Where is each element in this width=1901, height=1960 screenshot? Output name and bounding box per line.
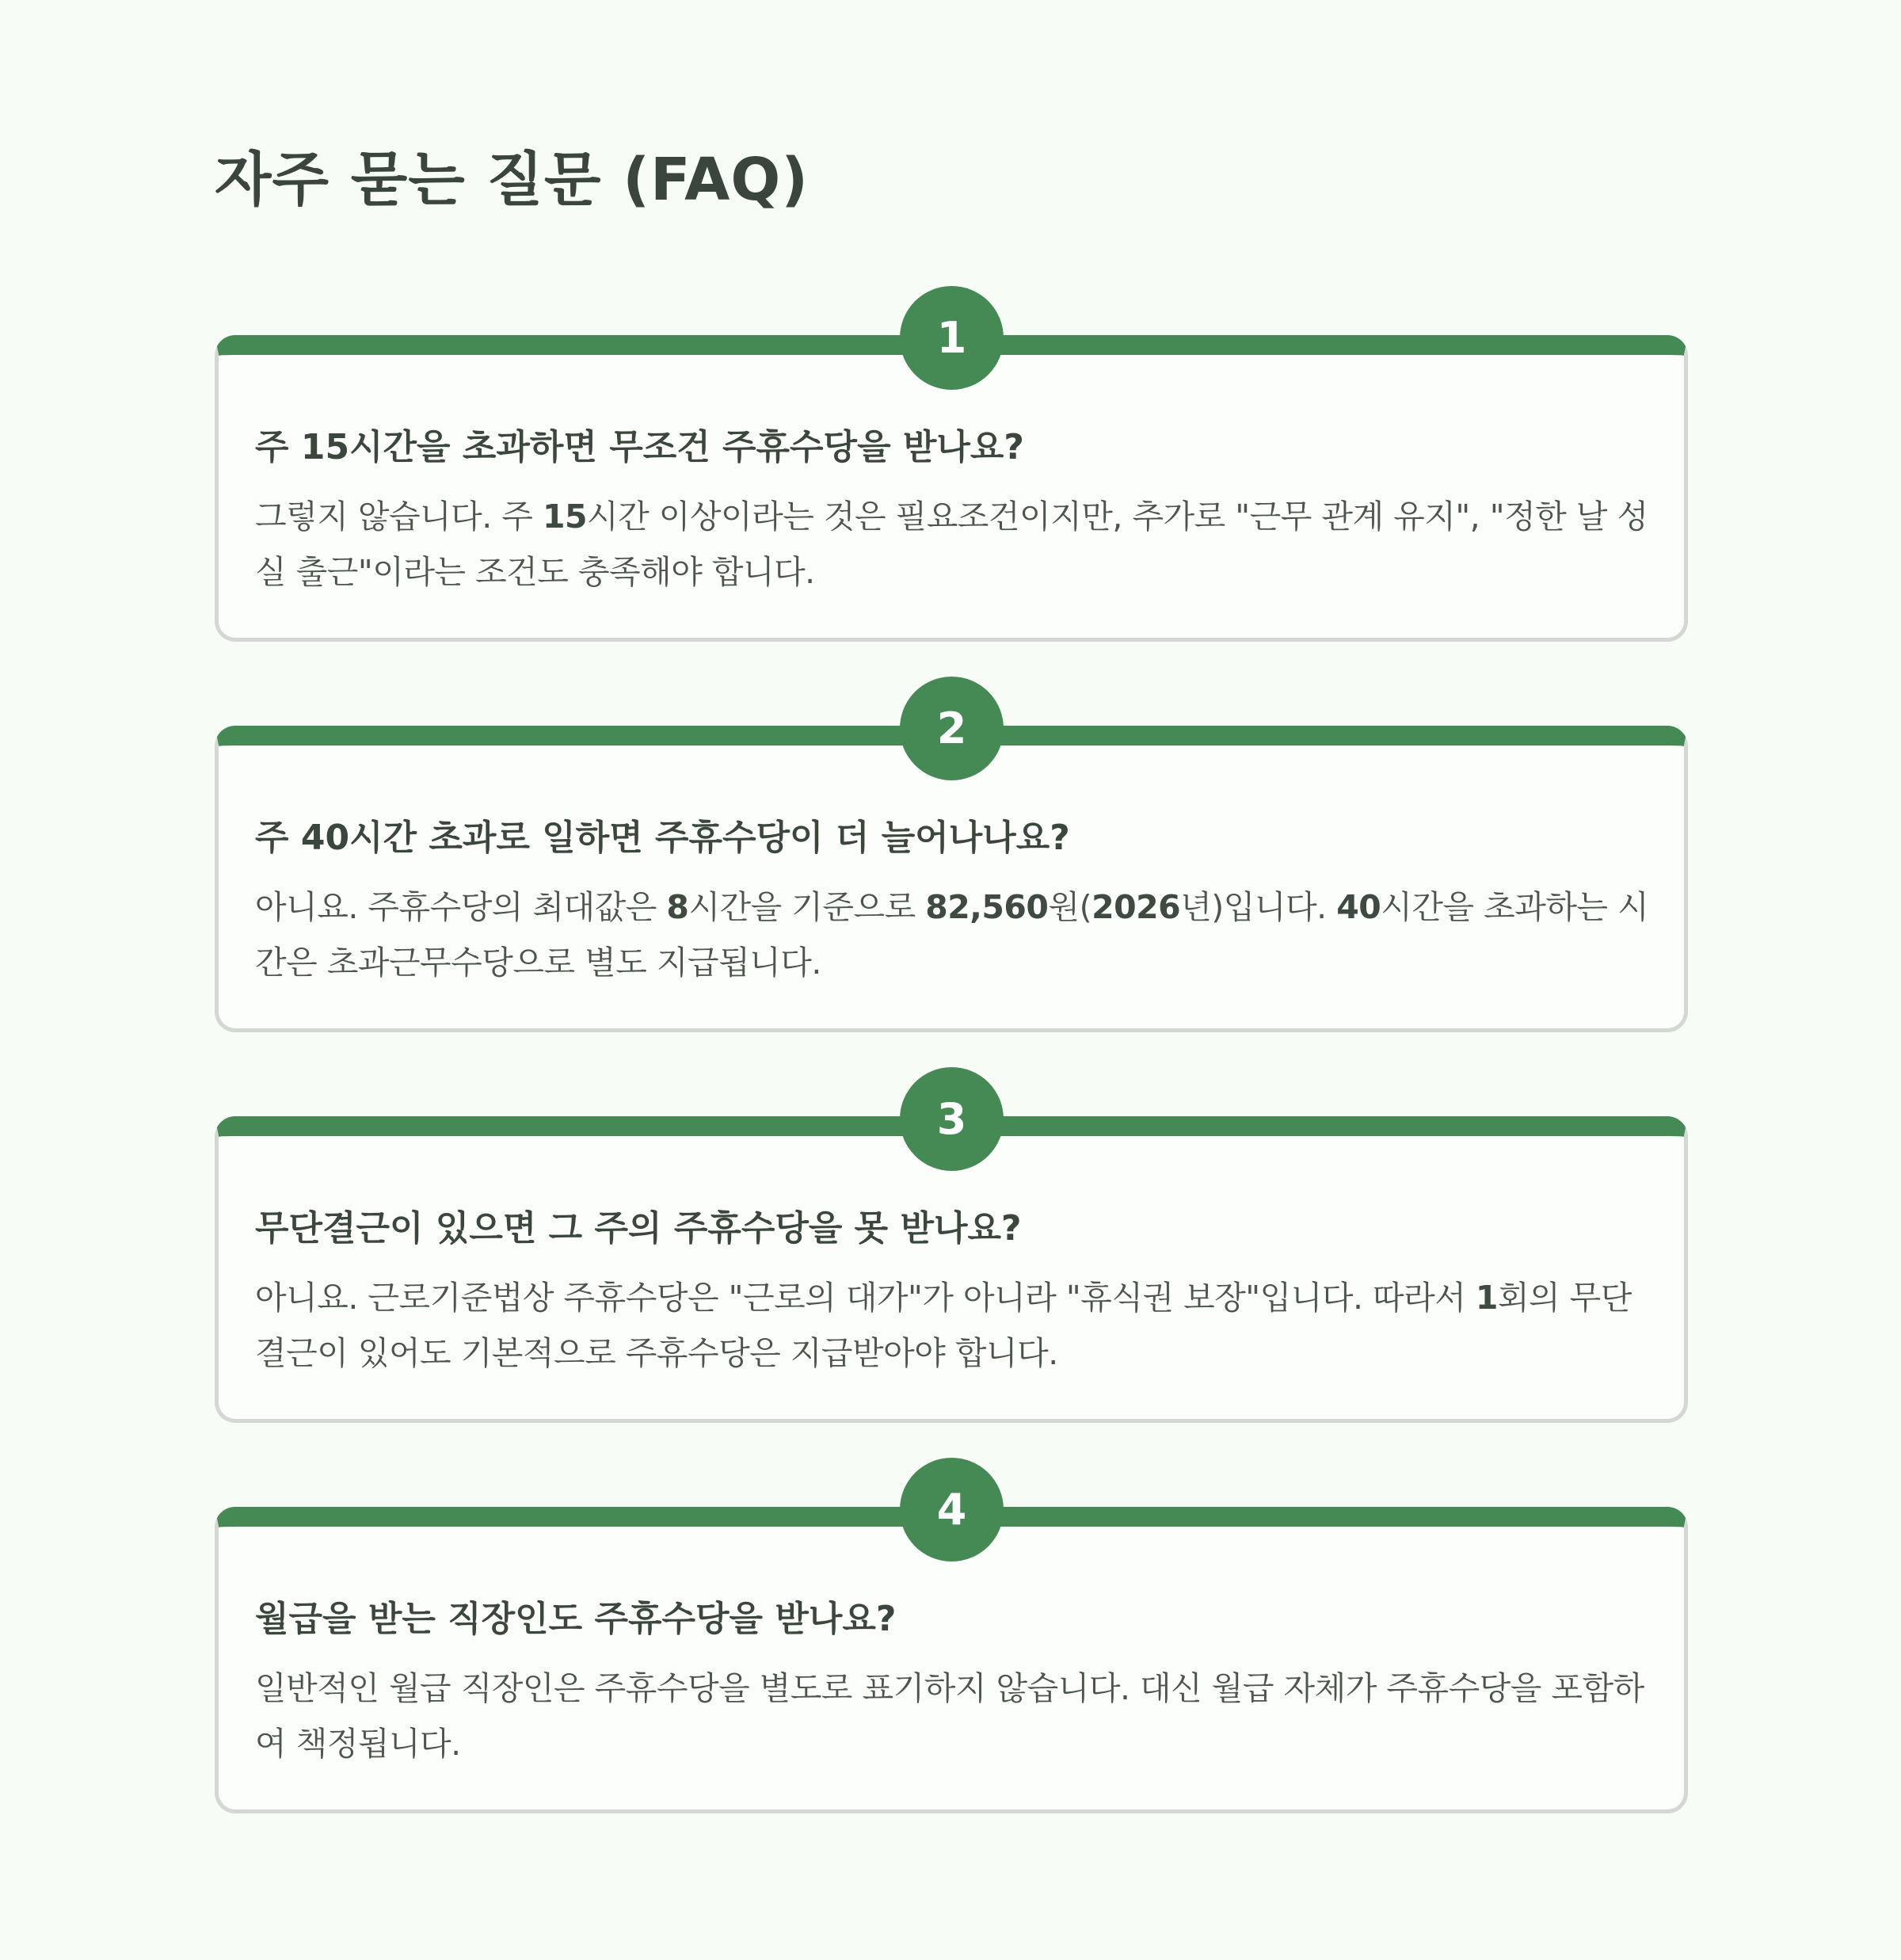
faq-answer <box>255 1270 1649 1381</box>
faq-question: 월급을 받는 직장인도 주휴수당을 받나요? <box>255 1599 897 1639</box>
answer-emphasis: 40 <box>1336 888 1381 926</box>
answer-text: 일반적인 월급 직장인은 주휴수당을 별도로 표기하지 않습니다. 대신 월급 자체가 주휴수당을 포함하여 책정됩니다. <box>255 1669 1644 1763</box>
answer-emphasis: 1 <box>1475 1279 1498 1317</box>
faq-item-4 <box>215 1458 1688 1763</box>
faq-question: 무단결근이 있으면 그 주의 주휴수당을 못 받나요? <box>255 1208 1022 1249</box>
answer-emphasis: 8 <box>666 888 689 926</box>
answer-emphasis: 15 <box>542 498 588 536</box>
faq-answer <box>255 1661 1649 1771</box>
faq-item-1 <box>215 286 1688 591</box>
answer-emphasis: 2026 <box>1091 888 1181 926</box>
answer-emphasis: 82,560 <box>925 888 1049 926</box>
answer-text: 시간을 기준으로 <box>688 888 926 926</box>
faq-number-badge: 3 <box>900 1067 1004 1171</box>
page-title: 자주 묻는 질문 (FAQ) <box>215 146 810 214</box>
answer-text: 시간 이상이라는 것은 필요조건이지만, 추가로 "근무 관계 유지", "정한 날 성실 출근"이라는 조건도 충족해야 합니다. <box>255 498 1648 591</box>
answer-text: 그렇지 않습니다. 주 <box>255 498 543 536</box>
faq-number-badge: 1 <box>900 286 1004 390</box>
faq-question: 주 15시간을 초과하면 무조건 주휴수당을 받나요? <box>255 427 1024 467</box>
answer-text: 원( <box>1048 888 1092 926</box>
faq-answer <box>255 489 1649 600</box>
faq-question: 주 40시간 초과로 일하면 주휴수당이 더 늘어나나요? <box>255 818 1070 858</box>
faq-item-2 <box>215 677 1688 982</box>
faq-item-3 <box>215 1067 1688 1372</box>
faq-number-badge: 4 <box>900 1458 1004 1562</box>
faq-list <box>215 286 1688 1848</box>
answer-text: 아니요. 근로기준법상 주휴수당은 "근로의 대가"가 아니라 "휴식권 보장"입니다. 따라서 <box>255 1279 1476 1317</box>
answer-text: 년)입니다. <box>1180 888 1337 926</box>
answer-text: 아니요. 주휴수당의 최대값은 <box>255 888 667 926</box>
answer-text: 회의 무단결근이 있어도 기본적으로 주휴수당은 지급받아야 합니다. <box>255 1279 1632 1372</box>
faq-number-badge: 2 <box>900 677 1004 780</box>
answer-text: 시간을 초과하는 시간은 초과근무수당으로 별도 지급됩니다. <box>255 888 1649 982</box>
faq-answer <box>255 879 1649 990</box>
